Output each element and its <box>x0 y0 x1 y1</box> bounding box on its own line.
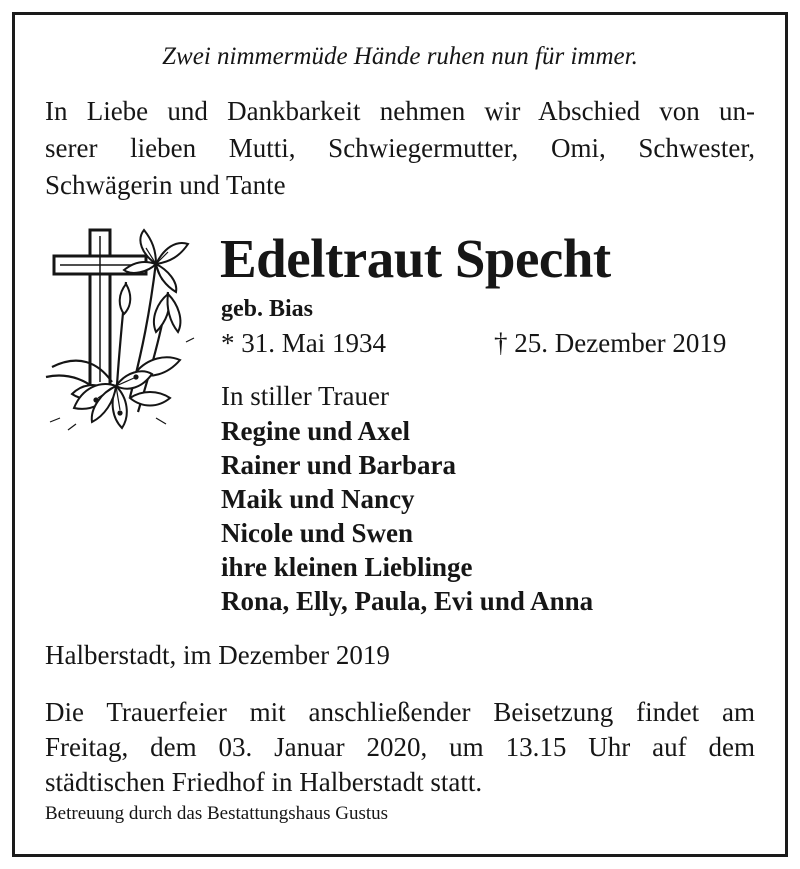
mourners-list <box>221 414 593 618</box>
deceased-name: Edeltraut Specht <box>220 228 611 289</box>
funeral-line: städtischen Friedhof in Halberstadt statt. <box>45 767 483 797</box>
list-item: Regine und Axel <box>221 416 411 446</box>
death-date: † 25. Dezember 2019 <box>494 328 727 358</box>
maiden-name: geb. Bias <box>221 296 314 322</box>
list-item: Maik und Nancy <box>221 484 415 514</box>
list-item: Rainer und Barbara <box>221 450 457 480</box>
list-item: ihre kleinen Lieblinge <box>221 552 473 582</box>
funeral-line: Freitag, dem 03. Januar 2020, um 13.15 Uhr auf dem <box>45 732 755 762</box>
intro-text <box>45 93 755 204</box>
funeral-line: Die Trauerfeier mit anschließender Beisetzung findet am <box>45 697 755 727</box>
funeral-info <box>45 695 755 800</box>
cross-with-lilies-icon <box>38 222 208 442</box>
mourning-intro: In stiller Trauer <box>221 381 389 411</box>
list-item: Nicole und Swen <box>221 518 414 548</box>
motto: Zwei nimmermüde Hände ruhen nun für immer. <box>162 43 638 70</box>
place-date: Halberstadt, im Dezember 2019 <box>45 640 390 670</box>
intro-line: Schwägerin und Tante <box>45 170 286 200</box>
list-item: Rona, Elly, Paula, Evi und Anna <box>221 586 594 616</box>
undertaker-credit: Betreuung durch das Bestattungshaus Gustus <box>45 803 389 824</box>
birth-date: * 31. Mai 1934 <box>221 328 386 358</box>
intro-line: In Liebe und Dankbarkeit nehmen wir Abschied von un- <box>45 96 755 126</box>
intro-line: serer lieben Mutti, Schwiegermutter, Omi, Schwester, <box>45 133 755 163</box>
